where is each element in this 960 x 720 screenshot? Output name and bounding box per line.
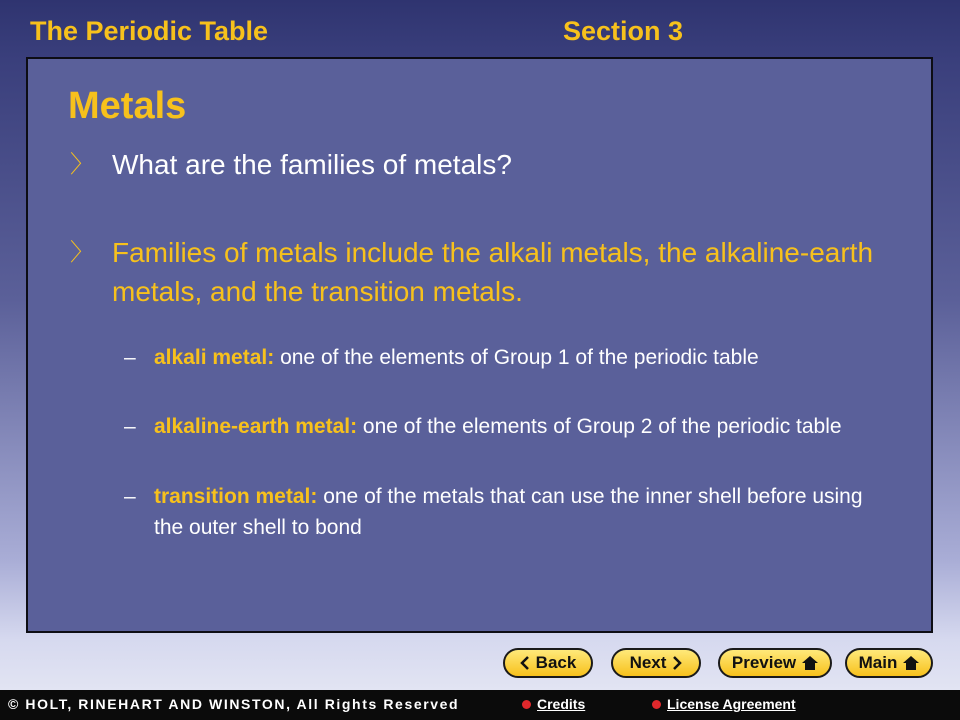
back-label: Back <box>535 653 577 672</box>
definition-text: one of the metals that can use the inner shell before using the outer shell to bond <box>154 485 863 539</box>
chevron-right-icon <box>672 656 682 670</box>
definition-text: one of the elements of Group 1 of the periodic table <box>274 346 759 369</box>
license-label: License Agreement <box>667 696 796 712</box>
answer-text: Families of metals include the alkali metals, the alkaline-earth metals, and the transition metals. <box>112 237 874 307</box>
definition-transition-metal <box>124 481 894 543</box>
answer-bullet <box>70 233 912 311</box>
dash-icon: – <box>124 485 136 508</box>
question-text: What are the families of metals? <box>112 149 512 180</box>
question-bullet <box>70 145 512 184</box>
main-button[interactable] <box>845 648 933 678</box>
credits-link[interactable] <box>522 696 585 712</box>
bullet-chevron-icon: 〉 <box>70 150 94 178</box>
definition-term: transition metal: <box>154 485 318 508</box>
license-agreement-link[interactable] <box>652 696 796 712</box>
next-button[interactable] <box>611 648 701 678</box>
copyright-text: © HOLT, RINEHART AND WINSTON, All Rights Reserved <box>8 696 460 712</box>
header-title: The Periodic Table <box>30 16 269 46</box>
dash-icon: – <box>124 415 136 438</box>
slide-panel <box>26 57 933 633</box>
header-section: Section 3 <box>563 16 684 46</box>
slide-title: Metals <box>68 85 187 127</box>
dash-icon: – <box>124 346 136 369</box>
main-label: Main <box>858 653 898 672</box>
next-label: Next <box>629 653 667 672</box>
home-icon <box>903 656 919 670</box>
red-dot-icon <box>522 700 531 709</box>
chevron-left-icon <box>520 656 530 670</box>
bullet-chevron-icon: 〉 <box>70 238 94 266</box>
credits-label: Credits <box>537 696 586 712</box>
definition-alkaline-earth-metal <box>124 411 894 442</box>
preview-label: Preview <box>731 653 797 672</box>
definition-text: one of the elements of Group 2 of the periodic table <box>357 415 842 438</box>
back-button[interactable] <box>503 648 593 678</box>
preview-button[interactable] <box>718 648 832 678</box>
definition-term: alkali metal: <box>154 346 275 369</box>
definition-alkali-metal <box>124 342 894 373</box>
definition-term: alkaline-earth metal: <box>154 415 358 438</box>
red-dot-icon <box>652 700 661 709</box>
footer-bar <box>0 690 960 720</box>
home-icon <box>802 656 818 670</box>
